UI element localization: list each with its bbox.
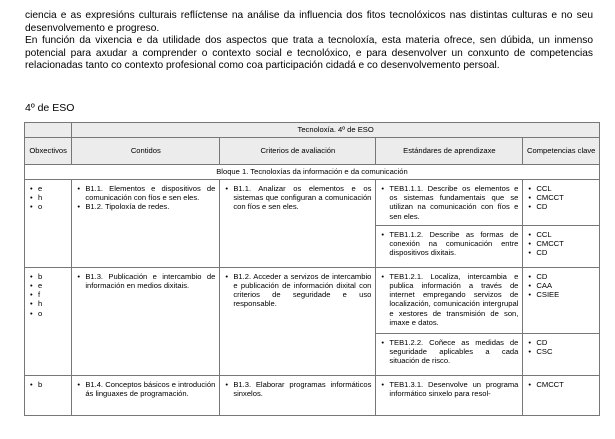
intro-paragraph-1: ciencia e as expresións culturais reflíctense na análise da influencia dos fitos tecnolóxicos nas distintas culturas e no seu desenvolvemento e progreso. bbox=[25, 10, 593, 34]
table-row bbox=[25, 375, 600, 415]
competence-item: • CAA bbox=[527, 281, 595, 290]
header-contents: Contidos bbox=[72, 138, 220, 165]
content-item: • B1.2. Tipoloxía de redes. bbox=[76, 202, 215, 211]
standard-item: • TEB1.2.1. Localiza, intercambia e publica información a través de internet empregando servizos de localización, comunicación intergrupal e xestores de transmisión de son, imaxe e datos. bbox=[380, 272, 518, 327]
competences-cell bbox=[523, 267, 600, 333]
competence-item: • CD bbox=[527, 338, 595, 347]
header-competences: Competencias clave bbox=[523, 138, 600, 165]
criteria-cell bbox=[220, 267, 376, 375]
objective-item: • e bbox=[29, 184, 67, 193]
contents-cell bbox=[72, 267, 220, 375]
objective-item: • e bbox=[29, 281, 67, 290]
objective-item: • o bbox=[29, 309, 67, 318]
objective-item: • b bbox=[29, 272, 67, 281]
contents-cell bbox=[72, 180, 220, 268]
criteria-cell bbox=[220, 375, 376, 415]
criterion-item: • B1.2. Acceder a servizos de intercambio e publicación de información dixital con criterios de seguridade e uso responsable. bbox=[224, 272, 371, 309]
competence-item: • CSIEE bbox=[527, 290, 595, 299]
block-title: Bloque 1. Tecnoloxías da información e da comunicación bbox=[25, 165, 600, 180]
table-row bbox=[25, 267, 600, 333]
standard-item: • TEB1.1.1. Describe os elementos e os sistemas fundamentais que se utilizan na comunicación con fíos e sen eles. bbox=[380, 184, 518, 221]
curriculum-table bbox=[24, 122, 600, 416]
standard-cell bbox=[376, 375, 523, 415]
intro-paragraph-2: En función da vixencia e da utilidade dos aspectos que trata a tecnoloxía, esta materia ofrece, sen dúbida, un inmenso potencial para axudar a comprender o contexto social e tecnolóxico, e para desenvolver un conxunto de competencias relacionadas tanto co contexto profesional como coa participación cidadá e co desenvolvemento persoal. bbox=[25, 35, 593, 72]
table-row bbox=[25, 180, 600, 226]
standard-cell bbox=[376, 180, 523, 226]
competence-item: • CMCCT bbox=[527, 239, 595, 248]
criterion-item: • B1.3. Elaborar programas informáticos sinxelos. bbox=[224, 380, 371, 398]
competences-cell bbox=[523, 180, 600, 226]
header-criteria: Criterios de avaliación bbox=[220, 138, 376, 165]
objectives-cell bbox=[25, 267, 72, 375]
objective-item: • f bbox=[29, 290, 67, 299]
standard-item: • TEB1.1.2. Describe as formas de conexión na comunicación entre dispositivos dixitais. bbox=[380, 230, 518, 258]
objective-item: • h bbox=[29, 193, 67, 202]
standard-item: • TEB1.2.2. Coñece as medidas de seguridade aplicables a cada situación de risco. bbox=[380, 338, 518, 366]
criterion-item: • B1.1. Analizar os elementos e os sistemas que configuran a comunicación con fíos e sen eles. bbox=[224, 184, 371, 212]
competence-item: • CSC bbox=[527, 347, 595, 356]
standard-cell bbox=[376, 333, 523, 375]
objectives-cell bbox=[25, 375, 72, 415]
competences-cell bbox=[523, 225, 600, 267]
contents-cell bbox=[72, 375, 220, 415]
competence-item: • CCL bbox=[527, 184, 595, 193]
competence-item: • CMCCT bbox=[527, 193, 595, 202]
competence-item: • CMCCT bbox=[527, 380, 595, 389]
standard-item: • TEB1.3.1. Desenvolve un programa informático sinxelo para resol- bbox=[380, 380, 518, 398]
objective-item: • h bbox=[29, 299, 67, 308]
objective-item: • b bbox=[29, 380, 67, 389]
competences-cell bbox=[523, 333, 600, 375]
content-item: • B1.4. Conceptos básicos e introdución ás linguaxes de programación. bbox=[76, 380, 215, 398]
content-item: • B1.1. Elementos e dispositivos de comunicación con fíos e sen eles. bbox=[76, 184, 215, 202]
criteria-cell bbox=[220, 180, 376, 268]
competences-cell bbox=[523, 375, 600, 415]
intro-text bbox=[25, 10, 593, 73]
header-standards: Estándares de aprendizaxe bbox=[376, 138, 523, 165]
competence-item: • CD bbox=[527, 202, 595, 211]
table-title: Tecnoloxía. 4º de ESO bbox=[72, 123, 600, 138]
competence-item: • CCL bbox=[527, 230, 595, 239]
standard-cell bbox=[376, 267, 523, 333]
header-objectives: Obxectivos bbox=[25, 138, 72, 165]
objectives-cell bbox=[25, 180, 72, 268]
section-heading: 4º de ESO bbox=[25, 102, 75, 114]
objective-item: • o bbox=[29, 202, 67, 211]
table-corner bbox=[25, 123, 72, 138]
standard-cell bbox=[376, 225, 523, 267]
content-item: • B1.3. Publicación e intercambio de información en medios dixitais. bbox=[76, 272, 215, 290]
competence-item: • CD bbox=[527, 272, 595, 281]
competence-item: • CD bbox=[527, 248, 595, 257]
